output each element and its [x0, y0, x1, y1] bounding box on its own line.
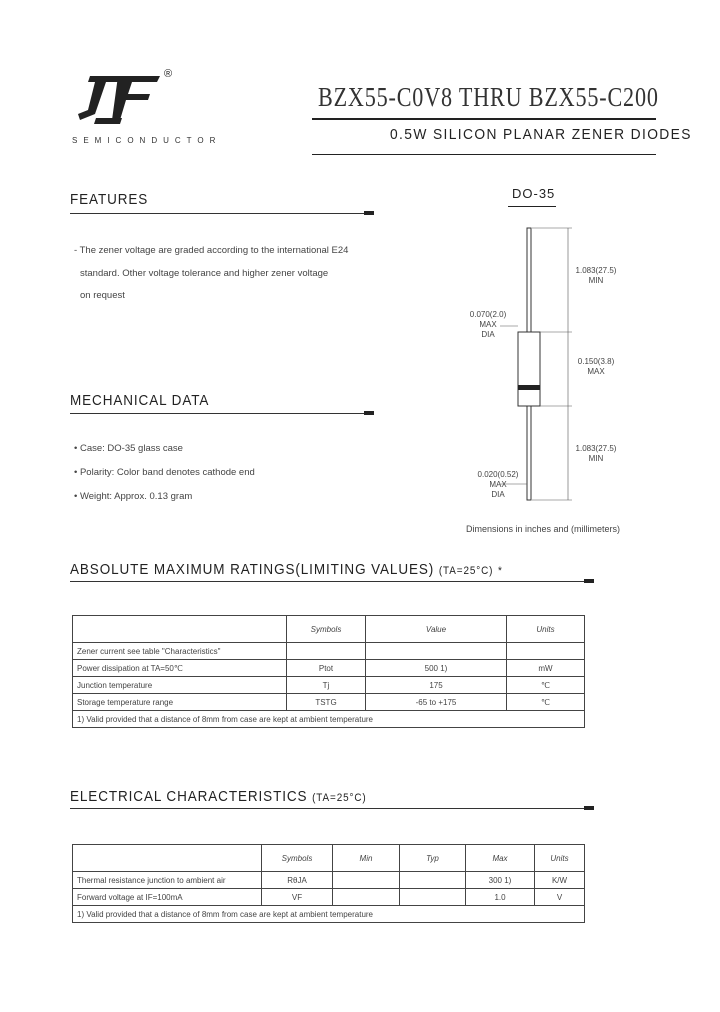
table-cell: mW — [507, 660, 585, 677]
table-footnote: 1) Valid provided that a distance of 8mm from case are kept at ambient temperature — [73, 906, 585, 923]
table-cell: Forward voltage at IF=100mA — [73, 889, 262, 906]
page-title: BZX55-C0V8 THRU BZX55-C200 — [318, 82, 659, 112]
electrical-rule-end — [584, 806, 594, 810]
dim-qualifier: MIN — [588, 454, 604, 463]
table-footnote: 1) Valid provided that a distance of 8mm from case are kept at ambient temperature — [73, 711, 585, 728]
table-header-cell: Value — [366, 616, 507, 643]
dim-qualifier: MAX — [587, 367, 605, 376]
dim-qualifier: DIA — [491, 490, 505, 499]
mechanical-item-text: Case: DO-35 glass case — [79, 443, 183, 454]
table-cell: Zener current see table "Characteristics" — [73, 643, 287, 660]
table-cell: Ptot — [287, 660, 366, 677]
table-cell — [400, 889, 466, 906]
table-cell: V — [535, 889, 585, 906]
table-cell — [287, 643, 366, 660]
dim-value: 0.150(3.8) — [577, 357, 615, 366]
mechanical-rule — [70, 413, 374, 414]
table-cell: Power dissipation at TA=50℃ — [73, 660, 287, 677]
dim-body-length — [566, 357, 626, 377]
dim-value: 0.070(2.0) — [469, 310, 507, 319]
table-cell — [333, 872, 400, 889]
mechanical-item: • Weight: Approx. 0.13 gram — [74, 491, 193, 502]
electrical-heading — [70, 788, 367, 805]
table-row — [73, 872, 585, 889]
table-cell: 300 1) — [466, 872, 535, 889]
table-cell — [366, 643, 507, 660]
mechanical-heading: MECHANICAL DATA — [70, 392, 210, 409]
table-row — [73, 660, 585, 677]
features-line-3: on request — [80, 290, 125, 301]
abs-max-rule — [70, 581, 594, 582]
dim-body-diameter — [458, 310, 518, 340]
table-cell: 175 — [366, 677, 507, 694]
table-row — [73, 643, 585, 660]
dim-value: 1.083(27.5) — [575, 444, 617, 453]
dim-qualifier: DIA — [481, 330, 495, 339]
table-header-row — [73, 616, 585, 643]
dim-qualifier: MAX — [479, 320, 497, 329]
dim-qualifier: MAX — [489, 480, 507, 489]
package-name: DO-35 — [512, 186, 556, 201]
mechanical-item-text: Polarity: Color band denotes cathode end — [79, 467, 255, 478]
abs-max-heading-text: ABSOLUTE MAXIMUM RATINGS(LIMITING VALUES) — [70, 561, 435, 578]
table-cell: RθJA — [262, 872, 333, 889]
table-row — [73, 677, 585, 694]
electrical-heading-text: ELECTRICAL CHARACTERISTICS — [70, 788, 308, 805]
table-header-cell — [73, 616, 287, 643]
table-cell: Storage temperature range — [73, 694, 287, 711]
table-note-row — [73, 906, 585, 923]
table-header-cell: Typ — [400, 845, 466, 872]
table-cell: Junction temperature — [73, 677, 287, 694]
mechanical-item: • Polarity: Color band denotes cathode end — [74, 467, 255, 478]
table-cell: Thermal resistance junction to ambient air — [73, 872, 262, 889]
dim-value: 1.083(27.5) — [575, 266, 617, 275]
features-rule — [70, 213, 374, 214]
electrical-condition: (TA=25°C) — [312, 792, 367, 804]
table-cell: ℃ — [507, 694, 585, 711]
table-cell: Tj — [287, 677, 366, 694]
table-header-cell: Symbols — [262, 845, 333, 872]
dim-value: 0.020(0.52) — [477, 470, 519, 479]
mechanical-rule-end — [364, 411, 374, 415]
table-cell — [507, 643, 585, 660]
table-header-cell: Units — [507, 616, 585, 643]
features-heading: FEATURES — [70, 191, 149, 208]
table-note-row — [73, 711, 585, 728]
table-cell — [333, 889, 400, 906]
brand-subtitle: SEMICONDUCTOR — [72, 136, 222, 145]
abs-max-footnote-mark: * — [498, 565, 503, 577]
dimensions-caption: Dimensions in inches and (millimeters) — [466, 524, 621, 534]
title-rule — [312, 118, 656, 120]
table-header-cell: Max — [466, 845, 535, 872]
table-cell: K/W — [535, 872, 585, 889]
abs-max-heading — [70, 561, 503, 578]
mechanical-item: • Case: DO-35 glass case — [74, 443, 183, 454]
dim-qualifier: MIN — [588, 276, 604, 285]
table-header-cell: Symbols — [287, 616, 366, 643]
mechanical-item-text: Weight: Approx. 0.13 gram — [79, 491, 193, 502]
table-header-cell — [73, 845, 262, 872]
package-name-underline — [508, 206, 556, 207]
table-cell: 500 1) — [366, 660, 507, 677]
table-cell: VF — [262, 889, 333, 906]
table-cell — [400, 872, 466, 889]
table-cell: TSTG — [287, 694, 366, 711]
electrical-rule — [70, 808, 594, 809]
table-header-cell: Min — [333, 845, 400, 872]
features-line-2: standard. Other voltage tolerance and higher zener voltage — [80, 268, 329, 279]
company-logo — [76, 74, 166, 126]
table-cell: ℃ — [507, 677, 585, 694]
dim-lead-top — [566, 266, 626, 286]
table-header-cell: Units — [535, 845, 585, 872]
registered-mark: ® — [164, 68, 173, 80]
electrical-table — [72, 844, 585, 923]
table-row — [73, 889, 585, 906]
dim-lead-bottom — [566, 444, 626, 464]
features-rule-end — [364, 211, 374, 215]
features-line-1: - The zener voltage are graded according to the international E24 — [74, 245, 349, 256]
abs-max-table — [72, 615, 585, 728]
abs-max-rule-end — [584, 579, 594, 583]
page-subtitle: 0.5W SILICON PLANAR ZENER DIODES — [390, 126, 692, 143]
table-cell: -65 to +175 — [366, 694, 507, 711]
table-header-row — [73, 845, 585, 872]
table-cell: 1.0 — [466, 889, 535, 906]
dim-lead-diameter — [468, 470, 528, 500]
abs-max-condition: (TA=25°C) — [438, 565, 494, 577]
table-row — [73, 694, 585, 711]
subtitle-rule — [312, 154, 656, 155]
